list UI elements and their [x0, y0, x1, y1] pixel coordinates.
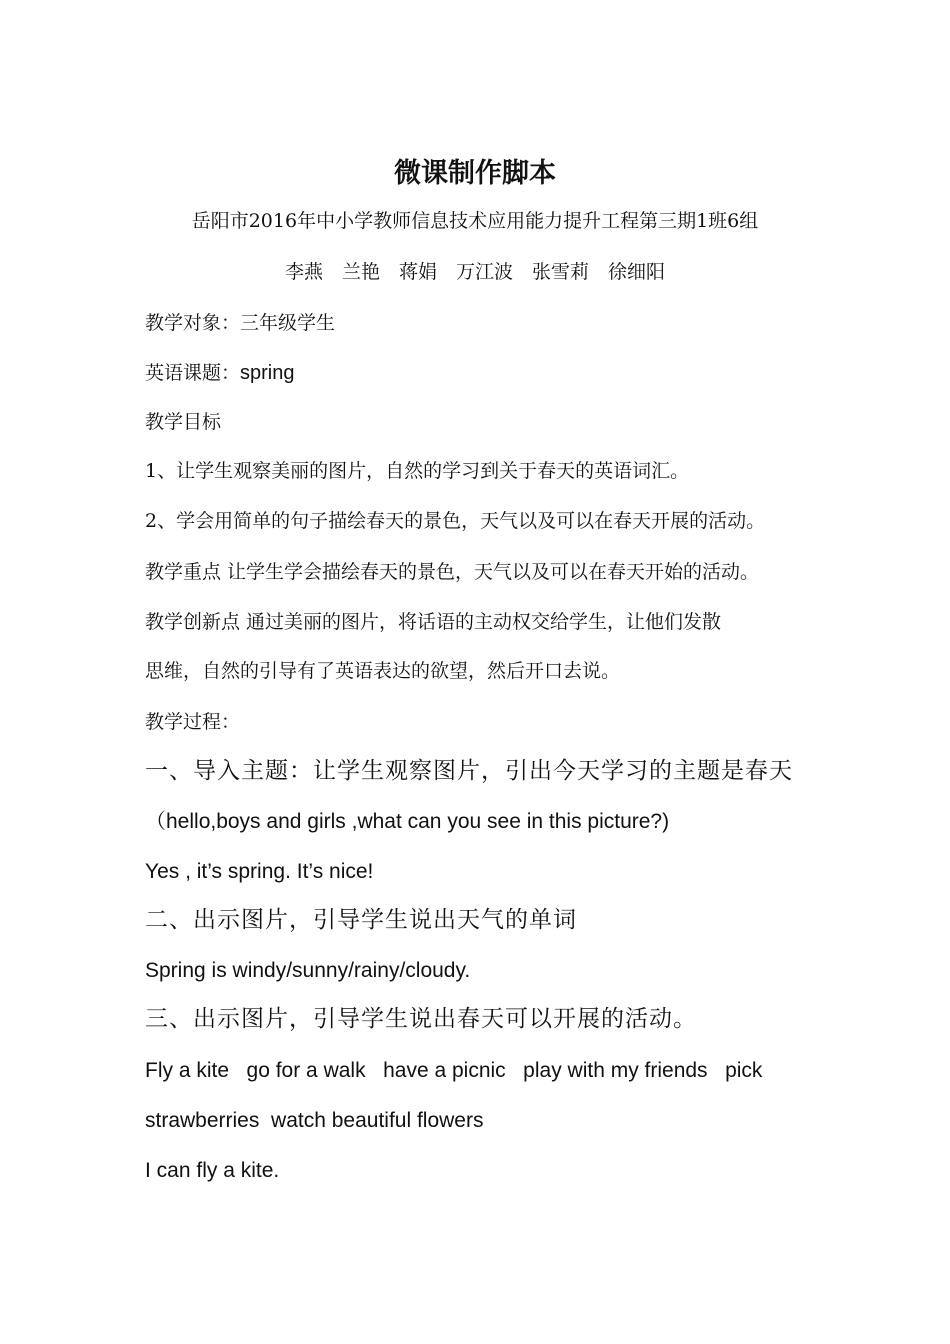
activities-line-1: Fly a kite go for a walk have a picnic play with my friends pick: [145, 1059, 763, 1082]
author-list: 李燕 兰艳 蒋娟 万江波 张雪莉 徐细阳: [284, 261, 665, 283]
goal-item-1: 1、让学生观察美丽的图片，自然的学习到关于春天的英语词汇。: [145, 460, 690, 482]
process-heading: 教学过程：: [145, 711, 241, 733]
key-point: 教学重点 让学生学会描绘春天的景色，天气以及可以在春天开始的活动。: [145, 561, 760, 583]
innovation-line-1: 教学创新点 通过美丽的图片，将话语的主动权交给学生，让他们发散: [145, 611, 722, 633]
audience-label: 教学对象：: [145, 312, 241, 334]
document-title: 微课制作脚本: [394, 158, 556, 189]
example-sentence: I can fly a kite.: [145, 1159, 280, 1182]
step-1-heading: 一、导入主题：让学生观察图片，引出今天学习的主题是春天: [145, 758, 793, 784]
audience-value: 三年级学生: [240, 312, 336, 334]
topic-label: 英语课题：: [145, 362, 241, 384]
goal-item-2: 2、学会用简单的句子描绘春天的景色，天气以及可以在春天开展的活动。: [145, 510, 766, 532]
step-2-heading: 二、出示图片，引导学生说出天气的单词: [145, 907, 577, 933]
topic-row: [145, 361, 860, 385]
step-1-reply: Yes , it’s spring. It’s nice!: [145, 860, 374, 883]
step-3-heading: 三、出示图片，引导学生说出春天可以开展的活动。: [145, 1006, 697, 1032]
step-2-sentence: Spring is windy/sunny/rainy/cloudy.: [145, 959, 471, 982]
topic-value: spring: [240, 362, 295, 384]
goals-heading: 教学目标: [145, 411, 222, 433]
document-subtitle: 岳阳市2016年中小学教师信息技术应用能力提升工程第三期1班6组: [191, 210, 759, 232]
innovation-line-2: 思维，自然的引导有了英语表达的欲望，然后开口去说。: [145, 660, 621, 682]
audience-row: [145, 312, 860, 335]
activities-line-2: strawberries watch beautiful flowers: [145, 1109, 484, 1132]
step-1-question: （hello,boys and girls ,what can you see in this picture?): [145, 810, 670, 833]
